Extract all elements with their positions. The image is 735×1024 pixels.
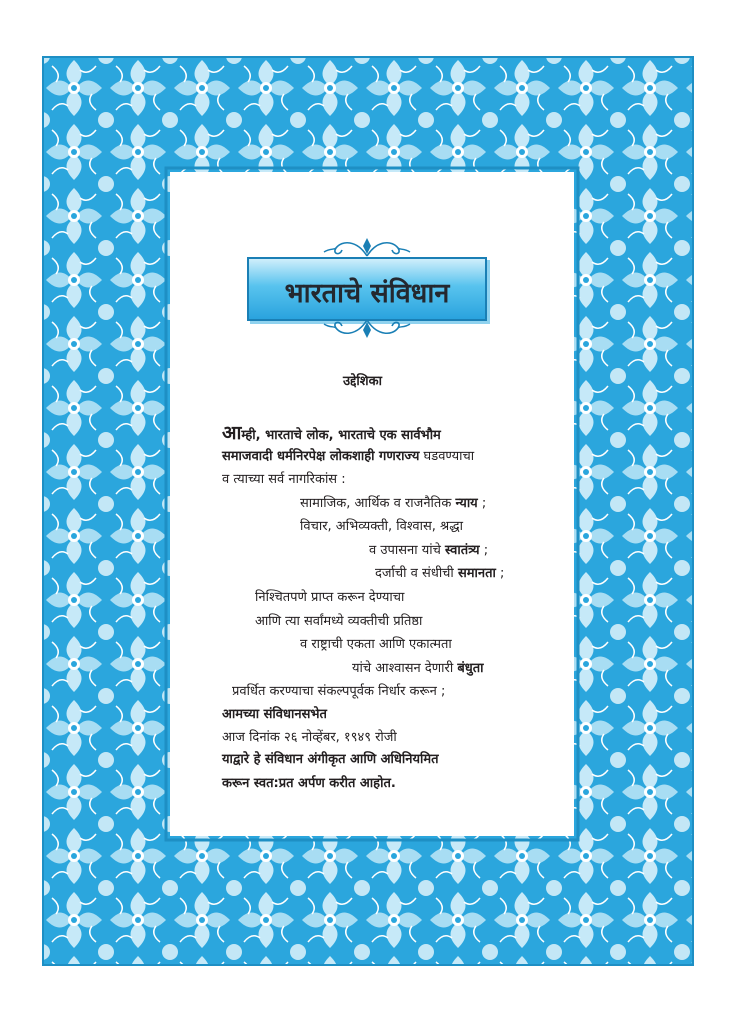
preamble-heading: उद्देशिका — [343, 374, 382, 389]
title-banner — [247, 257, 487, 321]
preamble-line-3: व त्याच्या सर्व नागरिकांस : — [222, 472, 346, 487]
preamble-line-11: यांचे आश्वासन देणारी बंधुता — [352, 661, 484, 676]
preamble-line-8: निश्चितपणे प्राप्त करून देण्याचा — [255, 590, 405, 605]
preamble-line-7: दर्जाची व संधीची समानता ; — [375, 566, 505, 581]
preamble-line-14: आज दिनांक २६ नोव्हेंबर, १९४९ रोजी — [222, 730, 397, 745]
top-flourish — [322, 236, 412, 258]
preamble-drop-cap: आ — [222, 422, 242, 444]
preamble-line-4: सामाजिक, आर्थिक व राजनैतिक न्याय ; — [300, 496, 487, 511]
preamble-line-12: प्रवर्धित करण्याचा संकल्पपूर्वक निर्धार करून ; — [232, 684, 446, 699]
preamble-line-9: आणि त्या सर्वांमध्ये व्यक्तीची प्रतिष्ठा — [255, 614, 423, 629]
page-title: भारताचे संविधान — [284, 278, 450, 309]
preamble-line-5: विचार, अभिव्यक्ती, विश्वास, श्रद्धा — [300, 519, 463, 534]
preamble-line-1: आम्ही, भारताचे लोक, भारताचे एक सार्वभौम — [222, 422, 441, 444]
preamble-line-13: आमच्या संविधानसभेत — [222, 707, 327, 722]
preamble-line-10: व राष्ट्राची एकता आणि एकात्मता — [300, 637, 452, 652]
preamble-line-16: करून स्वत:प्रत अर्पण करीत आहोत. — [222, 776, 396, 791]
preamble-line-15: याद्वारे हे संविधान अंगीकृत आणि अधिनियमित — [222, 752, 439, 767]
preamble-line-2: समाजवादी धर्मनिरपेक्ष लोकशाही गणराज्य घडवण्याचा — [222, 449, 475, 464]
preamble-line-6: व उपासना यांचे स्वातंत्र्य ; — [369, 543, 489, 558]
bottom-flourish — [322, 318, 412, 340]
